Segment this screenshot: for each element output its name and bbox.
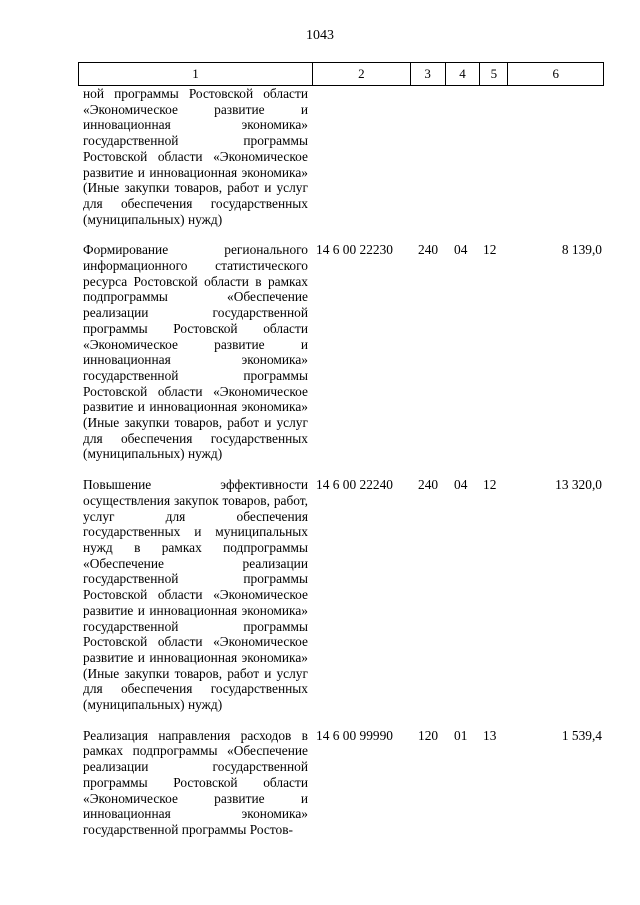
header-col-5: 5 — [480, 63, 508, 85]
header-col-2: 2 — [313, 63, 411, 85]
header-col-3: 3 — [411, 63, 446, 85]
table-row — [78, 477, 604, 713]
row-amount: 1 539,4 — [561, 727, 602, 743]
table-row — [78, 86, 604, 227]
row-expense-type: 240 — [418, 477, 439, 493]
row-section: 01 — [454, 727, 468, 743]
row-code: 14 6 00 99990 — [316, 727, 393, 743]
row-description: Повышение эффективности осуществления закупок товаров, работ, услуг для обеспечения государственных и муниципальных нужд в рамках подпрограммы «Обеспечение реализации государственной программы Ростовской области «Экономическое развитие и инновационная экономика» государственной программы Ростовской области «Экономическое развитие и инновационная экономика» (Иные закупки товаров, работ и услуг для обеспечения государственных (муниципальных) нужд) — [83, 477, 308, 713]
row-amount: 8 139,0 — [561, 242, 602, 258]
table-row — [78, 242, 604, 462]
row-expense-type: 240 — [418, 242, 439, 258]
table-header — [78, 62, 604, 86]
row-code: 14 6 00 22230 — [316, 242, 393, 258]
row-code — [308, 86, 411, 227]
row-description: Формирование регионального информационного статистического ресурса Ростовской области в рамках подпрограммы «Обеспечение реализации государственной программы Ростовской области «Экономическое развитие и инновационная экономика» государственной программы Ростовской области «Экономическое развитие и инновационная экономика» (Иные закупки товаров, работ и услуг для обеспечения государственных (муниципальных) нужд) — [83, 242, 308, 462]
header-col-1: 1 — [79, 63, 313, 85]
row-expense-type — [411, 86, 446, 227]
header-col-6: 6 — [552, 66, 559, 81]
row-subsection: 12 — [483, 242, 497, 258]
row-description: Реализация направления расходов в рамках подпрограммы «Обеспечение реализации государственной программы Ростовской области «Экономическое развитие и инновационная экономика» государственной программы Ростов- — [83, 727, 308, 837]
row-section: 04 — [454, 242, 468, 258]
row-subsection: 12 — [483, 477, 497, 493]
row-subsection: 13 — [483, 727, 497, 743]
page-number: 1043 — [306, 28, 334, 43]
header-col-4: 4 — [446, 63, 481, 85]
row-amount — [509, 86, 604, 227]
table-row — [78, 728, 604, 838]
row-section: 04 — [454, 477, 468, 493]
row-description: ной программы Ростовской области «Экономическое развитие и инновационная экономика» государственной программы Ростовской области «Экономическое развитие и инновационная экономика» (Иные закупки товаров, работ и услуг для обеспечения государственных (муниципальных) нужд) — [83, 86, 308, 227]
row-subsection — [481, 86, 509, 227]
row-code: 14 6 00 22240 — [316, 477, 393, 493]
row-amount: 13 320,0 — [555, 477, 602, 493]
row-section — [446, 86, 481, 227]
table-body — [78, 86, 604, 838]
row-expense-type: 120 — [418, 727, 439, 743]
